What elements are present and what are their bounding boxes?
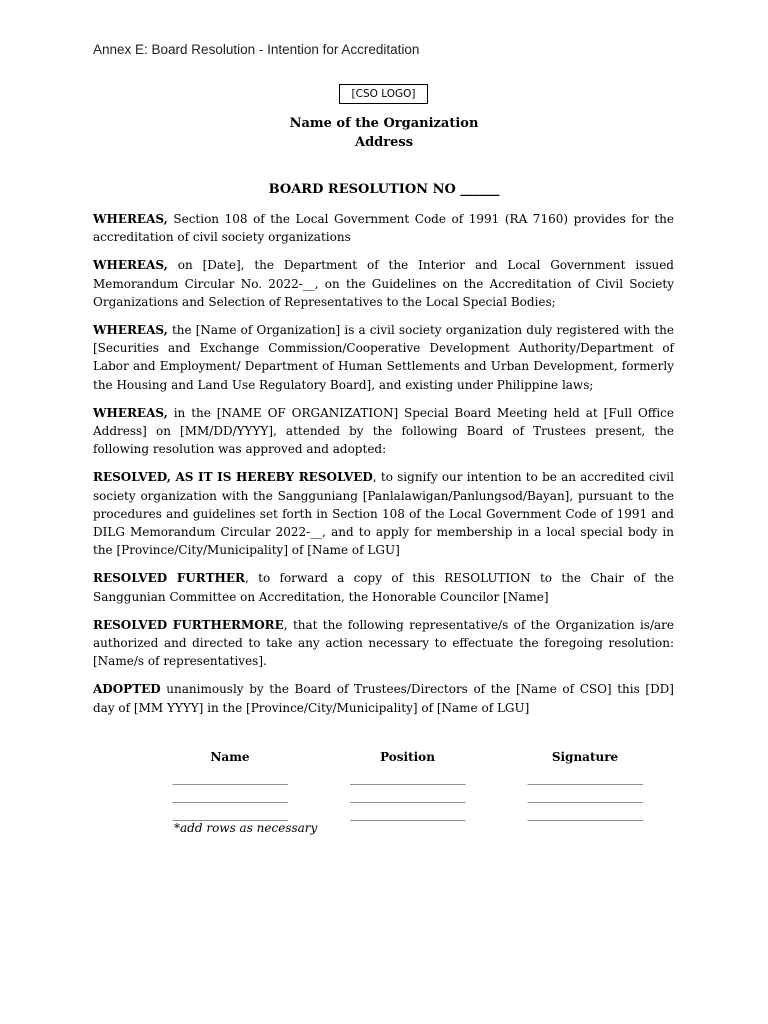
position-blank: _______________________ [350, 808, 465, 821]
resolution-body [93, 210, 674, 727]
column-header-signature: Signature [551, 750, 619, 764]
paragraph-text: in the [NAME OF ORGANIZATION] Special Board Meeting held at [Full Office Address] on [MM/DD/YYYY], attended by the following Board of Trustees present, the following resolution was approved and adopted: [93, 405, 674, 457]
position-blank: _______________________ [350, 772, 465, 785]
paragraph-text: , to forward a copy of this RESOLUTION to the Chair of the Sanggunian Committee on Accreditation, the Honorable Councilor [Name] [93, 571, 675, 604]
annex-header: Annex E: Board Resolution - Intention for Accreditation [93, 42, 420, 57]
table-row [155, 770, 660, 788]
name-blank: _______________________ [172, 808, 288, 821]
cso-logo-placeholder: [CSO LOGO] [339, 84, 428, 104]
signature-blank: _______________________ [527, 772, 643, 785]
paragraph-resolved-further [93, 569, 674, 605]
resolution-title: BOARD RESOLUTION NO ______ [268, 182, 500, 197]
paragraph-whereas-1 [93, 210, 674, 246]
position-blank: _______________________ [350, 790, 465, 803]
column-header-name: Name [210, 750, 250, 764]
paragraph-text: the [Name of Organization] is a civil society organization duly registered with the [Securities and Exchange Commission/Cooperative Development Authority/Department of Labor and Employment/ Department of Human Settlements and Urban Development, formerly the Housing and Land Use Regulatory Board], and existing under Philippine laws; [93, 323, 674, 392]
paragraph-text: , to signify our intention to be an accredited civil society organization with the Sangguniang [Panlalawigan/Panlungsod/Bayan], pursuant to the procedures and guidelines set forth in Section 108 of the Local Government Code of 1991 and DILG Memorandum Circular 2022-__, and to apply for membership in a local special body in the [Province/City/Municipality] of [Name of LGU] [93, 470, 674, 558]
paragraph-text: , that the following representative/s of the Organization is/are authorized and directed to take any action necessary to effectuate the foregoing resolution: [Name/s of representatives]. [93, 617, 674, 669]
paragraph-keyword: RESOLVED FURTHER [93, 571, 245, 586]
paragraph-keyword: ADOPTED [93, 682, 161, 697]
paragraph-whereas-3 [93, 321, 674, 394]
paragraph-adopted [93, 680, 674, 716]
column-header-position: Position [380, 750, 435, 764]
signature-table [155, 748, 660, 824]
organization-address: Address [354, 135, 414, 150]
paragraph-whereas-4 [93, 404, 674, 459]
signature-blank: _______________________ [527, 808, 643, 821]
paragraph-resolved-furthermore [93, 616, 674, 671]
paragraph-keyword: WHEREAS, [93, 258, 168, 273]
paragraph-whereas-2 [93, 256, 674, 311]
organization-block [0, 114, 768, 152]
table-row [155, 788, 660, 806]
paragraph-text: Section 108 of the Local Government Code of 1991 (RA 7160) provides for the accreditation of civil society organizations [93, 212, 674, 245]
paragraph-keyword: RESOLVED FURTHERMORE [93, 617, 284, 632]
paragraph-keyword: RESOLVED, AS IT IS HEREBY RESOLVED [93, 470, 373, 485]
paragraph-resolved [93, 468, 674, 559]
add-rows-note: *add rows as necessary [174, 821, 318, 835]
signature-table-header [155, 748, 660, 770]
paragraph-keyword: WHEREAS, [93, 212, 168, 226]
paragraph-text: on [Date], the Department of the Interior and Local Government issued Memorandum Circular No. 2022-__, on the Guidelines on the Accreditation of Civil Society Organizations and Selection of Representatives to the Local Special Bodies; [93, 258, 674, 309]
organization-name: Name of the Organization [289, 116, 479, 131]
paragraph-keyword: WHEREAS, [93, 405, 168, 420]
paragraph-keyword: WHEREAS, [93, 323, 168, 338]
name-blank: _______________________ [172, 790, 288, 803]
name-blank: _______________________ [172, 772, 288, 785]
signature-blank: _______________________ [527, 790, 643, 803]
paragraph-text: unanimously by the Board of Trustees/Directors of the [Name of CSO] this [DD] day of [MM YYYY] in the [Province/City/Municipality] of [Name of LGU] [93, 682, 674, 715]
